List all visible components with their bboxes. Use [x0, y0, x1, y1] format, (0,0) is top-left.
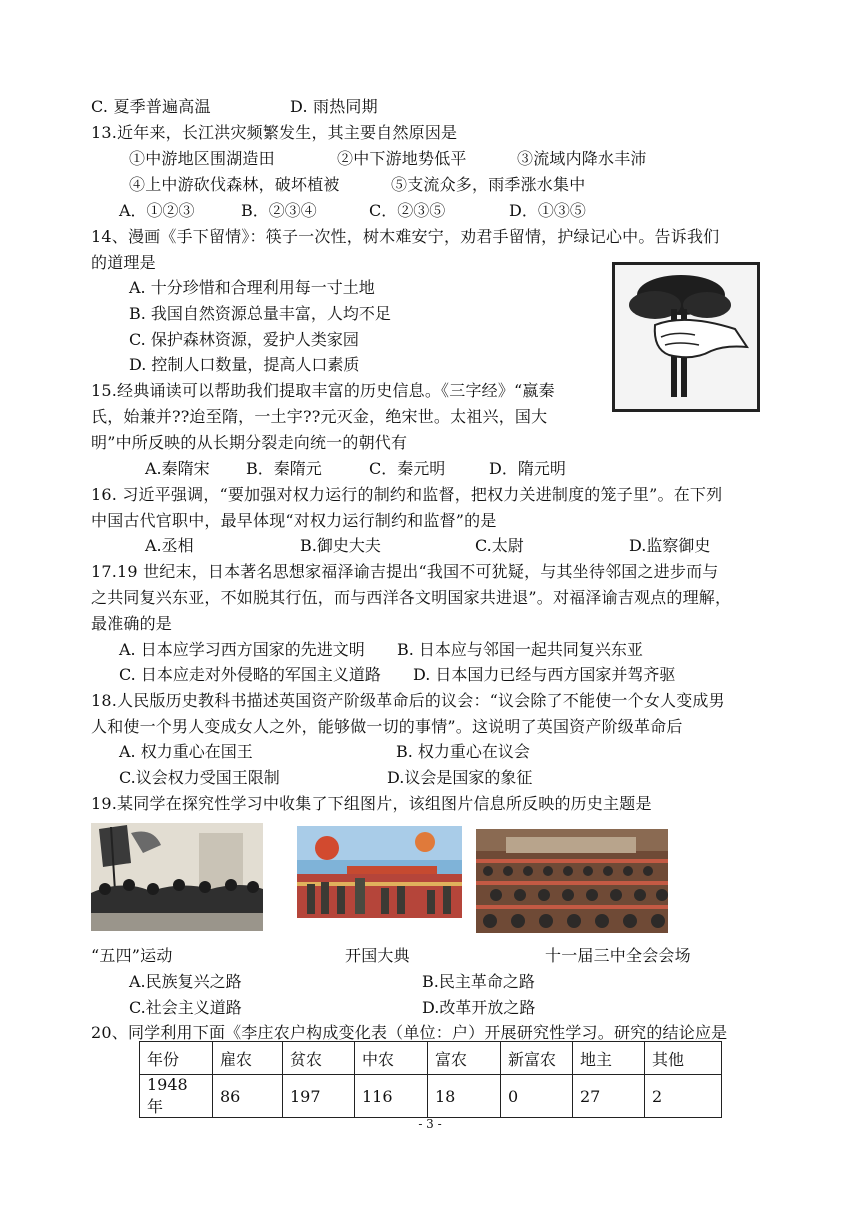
q13-item-4: ④上中游砍伐森林，破坏植被 [129, 175, 340, 194]
q14-stem-line2: 的道理是 [91, 253, 156, 272]
q12-option-c: C. 夏季普遍高温 [91, 97, 211, 116]
q18-option-b: B. 权力重心在议会 [396, 742, 530, 761]
q13-stem: 13.近年来，长江洪灾频繁发生，其主要自然原因是 [91, 123, 458, 142]
may-fourth-illustration [91, 823, 263, 931]
table-cell: 1948 年 [140, 1075, 213, 1118]
table-cell: 86 [213, 1075, 283, 1118]
founding-ceremony-illustration [297, 826, 462, 918]
q13-option-d: D．①③⑤ [509, 201, 586, 220]
table-header-cell: 贫农 [283, 1042, 355, 1075]
q14-option-d: D. 控制人口数量，提高人口素质 [129, 355, 360, 374]
tree-hand-illustration [615, 265, 757, 409]
q18-stem-line1: 18.人民版历史教科书描述英国资产阶级革命后的议会：“议会除了不能使一个女人变成男 [91, 691, 725, 710]
q17-stem-line1: 17.19 世纪末，日本著名思想家福泽谕吉提出“我国不可犹疑，与其坐待邻国之进步而与 [91, 562, 719, 581]
photo-may-fourth [91, 823, 263, 931]
table-cell: 197 [283, 1075, 355, 1118]
plenary-session-illustration [476, 829, 668, 933]
q15-option-b: B．秦隋元 [246, 459, 322, 478]
table-header-cell: 新富农 [501, 1042, 573, 1075]
q17-option-b: B. 日本应与邻国一起共同复兴东亚 [397, 640, 643, 659]
q19-option-a: A.民族复兴之路 [129, 972, 242, 991]
q13-option-b: B．②③④ [241, 201, 317, 220]
household-composition-table [139, 1041, 722, 1118]
table-cell: 0 [501, 1075, 573, 1118]
q13-item-3: ③流域内降水丰沛 [517, 149, 647, 168]
table-cell: 116 [355, 1075, 428, 1118]
table-header-cell: 年份 [140, 1042, 213, 1075]
q14-stem-line1: 14、漫画《手下留情》：筷子一次性，树木难安宁，劝君手留情，护绿记心中。告诉我们 [91, 227, 720, 246]
q16-stem-line1: 16. 习近平强调，“要加强对权力运行的制约和监督，把权力关进制度的笼子里”。在下列 [91, 485, 723, 504]
table-cell: 2 [645, 1075, 722, 1118]
cartoon-chopsticks-tree [612, 262, 760, 412]
table-header-cell: 雇农 [213, 1042, 283, 1075]
q20-stem: 20、同学利用下面《李庄农户构成变化表（单位：户）开展研究性学习。研究的结论应是 [91, 1023, 728, 1042]
q16-option-a: A.丞相 [145, 536, 194, 555]
q13-item-5: ⑤支流众多，雨季涨水集中 [391, 175, 586, 194]
q15-stem-line2: 氏，始兼并??迨至隋，一土宇??元灭金，绝宋世。太祖兴，国大 [91, 407, 548, 426]
table-row [140, 1075, 722, 1118]
q18-option-a: A. 权力重心在国王 [119, 742, 253, 761]
table-header-row [140, 1042, 722, 1075]
q16-option-c: C.太尉 [475, 536, 524, 555]
q15-option-d: D．隋元明 [489, 459, 566, 478]
q17-option-a: A. 日本应学习西方国家的先进文明 [119, 640, 365, 659]
q13-item-2: ②中下游地势低平 [337, 149, 467, 168]
caption-may-fourth: “五四”运动 [91, 946, 173, 965]
q17-stem-line3: 最准确的是 [91, 614, 173, 633]
q19-option-c: C.社会主义道路 [129, 998, 242, 1017]
q15-option-c: C．秦元明 [369, 459, 446, 478]
q18-option-c: C.议会权力受国王限制 [119, 768, 280, 787]
q17-stem-line2: 之共同复兴东亚，不如脱其行伍，而与西洋各文明国家共进退”。对福泽谕吉观点的理解， [91, 588, 732, 607]
photo-third-plenary-session [476, 829, 668, 933]
q15-option-a: A.秦隋宋 [145, 459, 210, 478]
q12-option-d: D. 雨热同期 [290, 97, 378, 116]
q18-stem-line2: 人和使一个男人变成女人之外，能够做一切的事情”。这说明了英国资产阶级革命后 [91, 717, 683, 736]
q13-option-c: C．②③⑤ [369, 201, 446, 220]
q14-option-a: A. 十分珍惜和合理利用每一寸土地 [129, 278, 375, 297]
q16-option-d: D.监察御史 [629, 536, 711, 555]
q17-option-c: C. 日本应走对外侵略的军国主义道路 [119, 665, 381, 684]
q13-item-1: ①中游地区围湖造田 [129, 149, 275, 168]
page-number: - 3 - [418, 1117, 442, 1131]
table-header-cell: 中农 [355, 1042, 428, 1075]
q19-stem: 19.某同学在探究性学习中收集了下组图片，该组图片信息所反映的历史主题是 [91, 794, 652, 813]
table-header-cell: 其他 [645, 1042, 722, 1075]
q15-stem-line3: 明”中所反映的从长期分裂走向统一的朝代有 [91, 433, 408, 452]
caption-founding-ceremony: 开国大典 [345, 946, 410, 965]
photo-founding-ceremony [297, 826, 462, 918]
q17-option-d: D. 日本国力已经与西方国家并驾齐驱 [413, 665, 676, 684]
q19-option-d: D.改革开放之路 [422, 998, 536, 1017]
q14-option-b: B. 我国自然资源总量丰富，人均不足 [129, 304, 391, 323]
q18-option-d: D.议会是国家的象征 [387, 768, 533, 787]
q16-stem-line2: 中国古代官职中，最早体现“对权力运行制约和监督”的是 [91, 511, 497, 530]
table-cell: 27 [573, 1075, 645, 1118]
q19-option-b: B.民主革命之路 [422, 972, 535, 991]
table-header-cell: 地主 [573, 1042, 645, 1075]
q14-option-c: C. 保护森林资源，爱护人类家园 [129, 330, 359, 349]
q16-option-b: B.御史大夫 [300, 536, 381, 555]
table-cell: 18 [428, 1075, 501, 1118]
q13-option-a: A．①②③ [119, 201, 195, 220]
q15-stem-line1: 15.经典诵读可以帮助我们提取丰富的历史信息。《三字经》“嬴秦 [91, 381, 555, 400]
caption-third-plenary: 十一届三中全会会场 [545, 946, 691, 965]
table-header-cell: 富农 [428, 1042, 501, 1075]
